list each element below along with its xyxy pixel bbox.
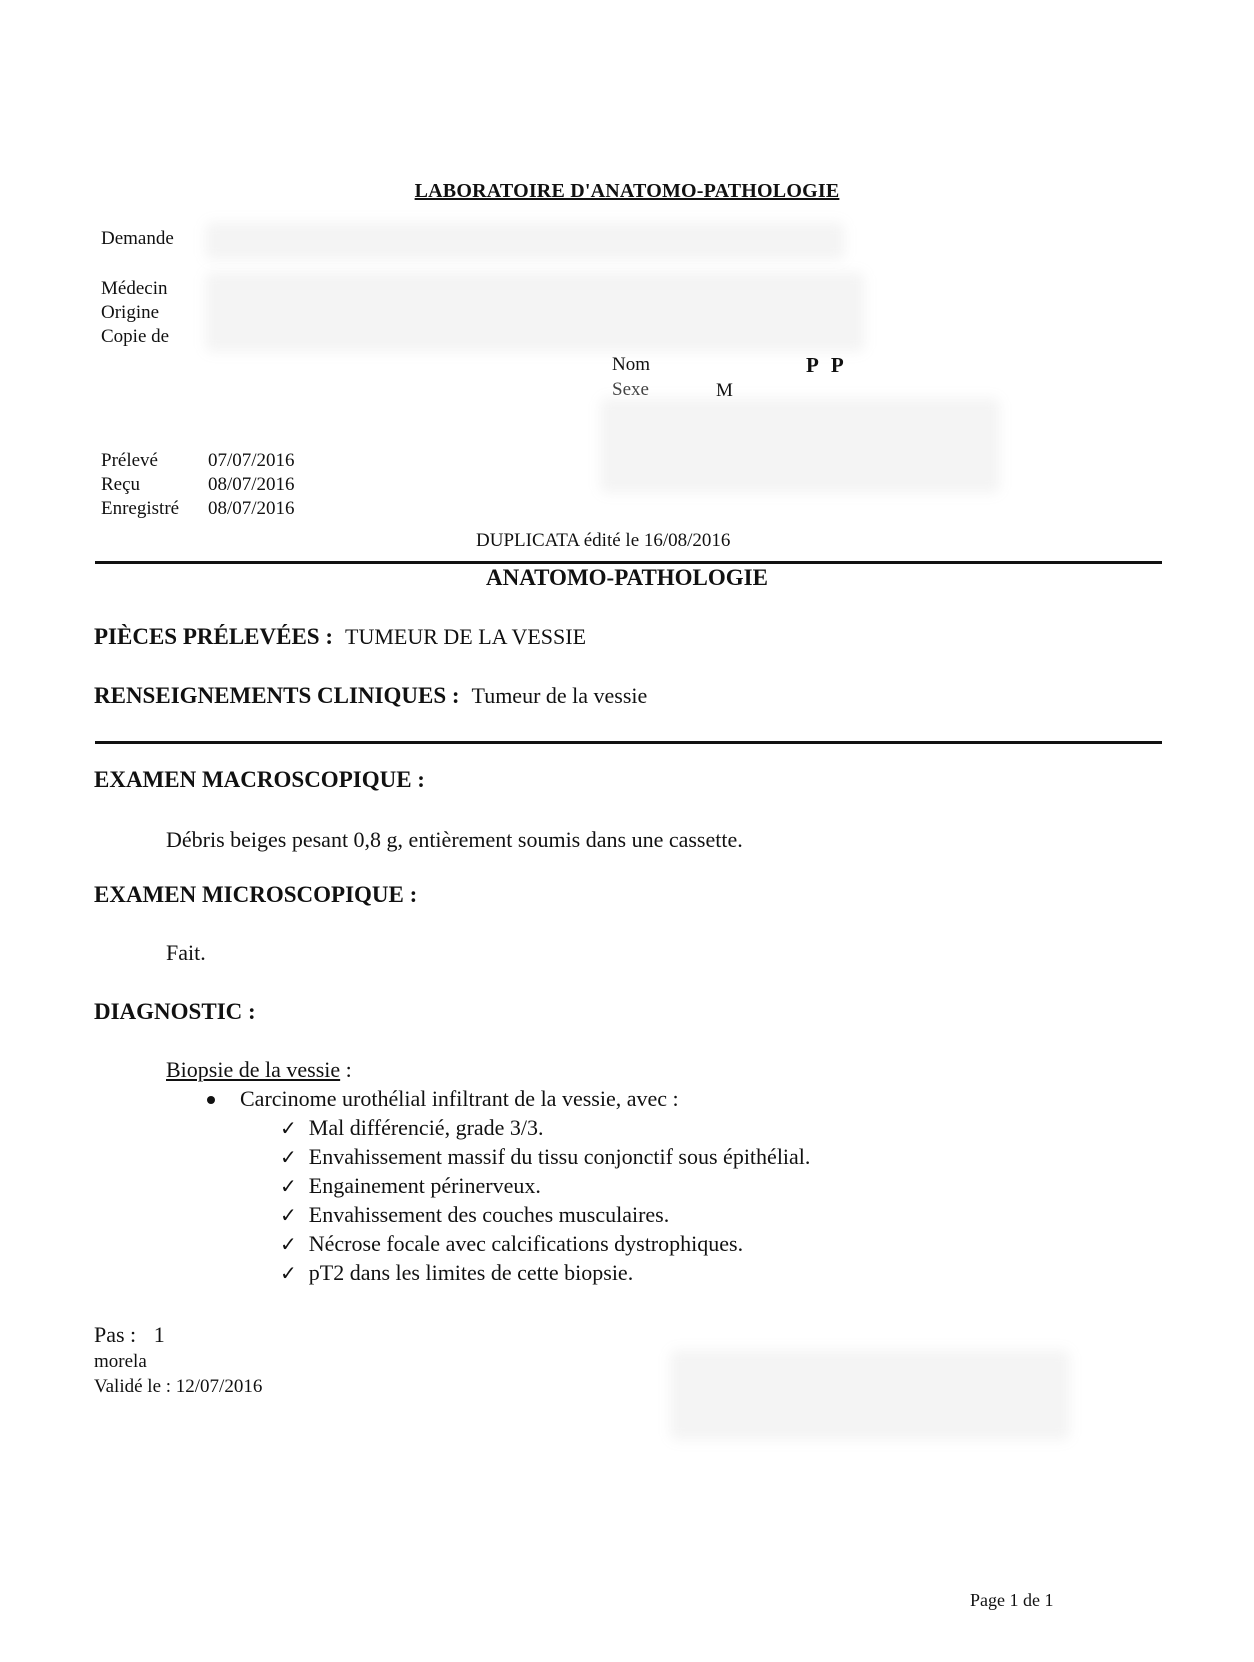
checkmark-icon: ✓ bbox=[280, 1203, 297, 1227]
copie-label: Copie de bbox=[101, 326, 170, 347]
micro-text: Fait. bbox=[166, 940, 206, 965]
divider-top bbox=[95, 561, 1162, 564]
origine-label: Origine bbox=[101, 302, 160, 323]
preleve-value: 07/07/2016 bbox=[208, 450, 295, 471]
bullet-icon bbox=[207, 1096, 215, 1104]
finding-text: Mal différencié, grade 3/3. bbox=[308, 1115, 544, 1140]
finding-item bbox=[280, 1173, 541, 1199]
nom-value: P P bbox=[806, 353, 848, 377]
finding-item bbox=[280, 1144, 810, 1170]
checkmark-icon: ✓ bbox=[280, 1232, 297, 1256]
preleve-label: Prélevé bbox=[101, 450, 158, 471]
pieces-row bbox=[94, 624, 586, 650]
macro-label: EXAMEN MACROSCOPIQUE : bbox=[94, 767, 425, 792]
finding-text: pT2 dans les limites de cette biopsie. bbox=[308, 1260, 634, 1285]
finding-item bbox=[280, 1231, 743, 1257]
finding-text: Nécrose focale avec calcifications dystrophiques. bbox=[308, 1231, 744, 1256]
pieces-label: PIÈCES PRÉLEVÉES : bbox=[94, 624, 334, 649]
finding-item bbox=[280, 1115, 544, 1141]
pas-label: Pas : bbox=[94, 1322, 137, 1347]
enregistre-value: 08/07/2016 bbox=[208, 498, 295, 519]
diagnostic-subtitle: Biopsie de la vessie bbox=[166, 1057, 341, 1082]
diagnostic-label: DIAGNOSTIC : bbox=[94, 999, 256, 1024]
sexe-label: Sexe bbox=[612, 379, 649, 400]
macro-text: Débris beiges pesant 0,8 g, entièrement soumis dans une cassette. bbox=[166, 827, 743, 852]
renseignements-label: RENSEIGNEMENTS CLINIQUES : bbox=[94, 683, 460, 708]
finding-item bbox=[280, 1260, 633, 1286]
finding-item bbox=[280, 1202, 669, 1228]
renseignements-row bbox=[94, 683, 647, 709]
recu-value: 08/07/2016 bbox=[208, 474, 295, 495]
medecin-label: Médecin bbox=[101, 278, 168, 299]
page-number: Page 1 de 1 bbox=[970, 1590, 1054, 1610]
checkmark-icon: ✓ bbox=[280, 1116, 297, 1140]
diagnostic-subtitle-suffix: : bbox=[340, 1057, 352, 1082]
validation-date: Validé le : 12/07/2016 bbox=[94, 1376, 263, 1397]
diagnostic-bullet: Carcinome urothélial infiltrant de la vessie, avec : bbox=[240, 1086, 679, 1111]
validator-user: morela bbox=[94, 1351, 147, 1372]
redacted-area-medecin bbox=[205, 272, 865, 352]
recu-label: Reçu bbox=[101, 474, 141, 495]
finding-text: Engainement périnerveux. bbox=[308, 1173, 541, 1198]
pieces-value: TUMEUR DE LA VESSIE bbox=[345, 624, 587, 649]
nom-label: Nom bbox=[612, 354, 650, 375]
diagnostic-subtitle-row bbox=[166, 1057, 352, 1083]
duplicata-note: DUPLICATA édité le 16/08/2016 bbox=[476, 530, 731, 551]
enregistre-label: Enregistré bbox=[101, 498, 180, 519]
checkmark-icon: ✓ bbox=[280, 1261, 297, 1285]
checkmark-icon: ✓ bbox=[280, 1174, 297, 1198]
divider-middle bbox=[95, 741, 1162, 744]
checkmark-icon: ✓ bbox=[280, 1145, 297, 1169]
finding-text: Envahissement massif du tissu conjonctif sous épithélial. bbox=[308, 1144, 811, 1169]
sexe-value: M bbox=[716, 380, 733, 401]
redacted-area-address bbox=[600, 398, 1000, 493]
pas-value: 1 bbox=[153, 1322, 165, 1347]
pas-row bbox=[94, 1322, 165, 1348]
demande-label: Demande bbox=[101, 228, 174, 249]
section-title: ANATOMO-PATHOLOGIE bbox=[486, 565, 768, 590]
redacted-area-demande bbox=[205, 222, 845, 260]
renseignements-value: Tumeur de la vessie bbox=[471, 683, 648, 708]
redacted-area-signature bbox=[670, 1350, 1070, 1440]
finding-text: Envahissement des couches musculaires. bbox=[308, 1202, 670, 1227]
micro-label: EXAMEN MICROSCOPIQUE : bbox=[94, 882, 418, 907]
lab-title: LABORATOIRE D'ANATOMO-PATHOLOGIE bbox=[414, 180, 840, 202]
